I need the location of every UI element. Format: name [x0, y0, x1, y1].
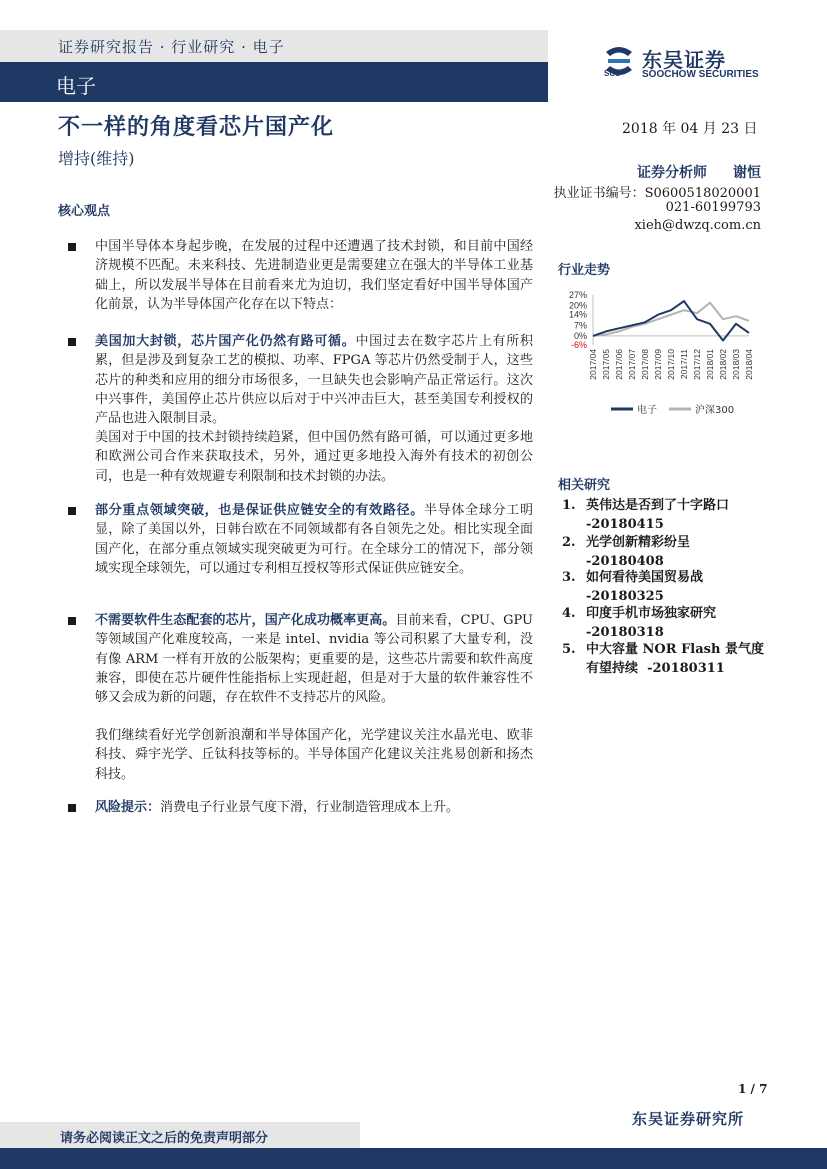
- x-tick-label: 2017/08: [640, 349, 650, 380]
- x-tick-label: 2017/07: [627, 349, 637, 380]
- series-line: [593, 303, 749, 336]
- analyst-email: xieh@dwzq.com.cn: [634, 218, 761, 233]
- risk-heading: 风险提示：: [95, 800, 161, 815]
- related-item[interactable]: [562, 605, 716, 642]
- bullet-icon: [68, 804, 76, 812]
- y-tick-label: 7%: [573, 320, 587, 331]
- related-heading: 相关研究: [558, 478, 611, 493]
- related-title: 印度手机市场独家研究: [586, 606, 717, 621]
- related-date: -20180311: [647, 660, 725, 676]
- breakthrough-body: 半导体全球分工明显，除了美国以外，日韩台欧在不同领域都有各自领先之处。相比实现全面国产化，在部分重点领域实现突破更为可行。在全球分工的情况下，部分领域实现全球领先，可以通过专利相互授权等形式保证供应链安全。: [95, 503, 533, 576]
- logo-text-en: SOOCHOW SECURITIES: [642, 69, 759, 80]
- legend-label: 电子: [637, 405, 657, 416]
- related-item[interactable]: [562, 569, 703, 606]
- software-body: 目前来看，CPU、GPU 等领域国产化难度较高，一来是 intel、nvidia 等公司积累了大量专利，没有像 ARM 一样有开放的公版架构；更重要的是，这些芯片需要和软件高度兼容，即使在芯片硬件性能指标上实现赶超，但是对于大量的软件兼容性不够又会成为新的问题，存在软件不支持芯片的风险。: [95, 613, 533, 706]
- related-num: 1.: [562, 498, 576, 513]
- footer-org: 东吴证券研究所: [632, 1110, 745, 1128]
- x-tick-label: 2017/09: [653, 349, 663, 380]
- related-date: -20180325: [586, 588, 664, 604]
- x-tick-label: 2017/06: [614, 349, 624, 380]
- x-tick-label: 2018/01: [705, 349, 715, 380]
- related-num: 3.: [562, 570, 576, 585]
- breakthrough-heading: 部分重点领域突破，也是保证供应链安全的有效路径。: [95, 503, 425, 518]
- x-tick-label: 2017/10: [666, 349, 676, 380]
- related-title: 英伟达是否到了十字路口: [586, 498, 730, 513]
- analyst-name: 谢恒: [733, 165, 761, 181]
- related-date: -20180408: [586, 553, 664, 569]
- bullet-icon: [68, 617, 76, 625]
- legend-label: 沪深300: [695, 405, 735, 416]
- related-num: 5.: [562, 642, 576, 657]
- disclaimer-bar: [0, 1122, 360, 1148]
- x-tick-label: 2017/11: [679, 349, 689, 380]
- logo-text-cn: 东吴证券: [642, 48, 726, 72]
- x-tick-label: 2018/02: [718, 349, 728, 380]
- trend-heading: 行业走势: [558, 263, 611, 278]
- paragraph-intro: 中国半导体本身起步晚，在发展的过程中还遭遇了技术封锁，和目前中国经济规模不匹配。未来科技、先进制造业更是需要建立在强大的半导体工业基础上，所以发展半导体在目前看来尤为迫切，我们坚定看好中国半导体国产化前景，认为半导体国产化存在以下特点：: [95, 239, 533, 312]
- analyst-line: [637, 162, 761, 182]
- report-date: 2018 年 04 月 23 日: [622, 121, 758, 137]
- related-item[interactable]: [562, 641, 764, 678]
- paragraph-breakthrough: [95, 501, 533, 578]
- related-title: 中大容量 NOR Flash 景气度: [586, 642, 764, 657]
- sector-label: 电子: [56, 74, 96, 98]
- blockade-heading: 美国加大封锁，芯片国产化仍然有路可循。: [95, 334, 356, 349]
- paragraph-blockade: [95, 332, 533, 428]
- x-tick-label: 2018/04: [744, 349, 754, 380]
- y-tick-label: 27%: [568, 290, 587, 300]
- breadcrumb: 证券研究报告 · 行业研究 · 电子: [58, 38, 285, 56]
- rating: 增持(维持): [58, 149, 135, 168]
- x-tick-label: 2017/12: [692, 349, 702, 380]
- cert-number: 执业证书编号：S0600518020001: [553, 186, 761, 201]
- paragraph-blockade-extra: 美国对于中国的技术封锁持续趋紧，但中国仍然有路可循，可以通过更多地和欧洲公司合作来获取技术，另外，通过更多地投入海外有技术的初创公司，也是一种有效规避专利限制和技术封锁的办法。: [95, 430, 533, 484]
- bullet-icon: [68, 507, 76, 515]
- related-date: -20180415: [586, 516, 664, 532]
- blockade-body: 中国过去在数字芯片上有所积累，但是涉及到复杂工艺的模拟、功率、FPGA 等芯片仍然受制于人，这些芯片的种类和应用的细分市场很多，一旦缺失也会影响产品正常运行。这次中兴事件，美国停止芯片供应以后对于中兴冲击巨大，甚至美国专利授权的产品也进入限制目录。: [95, 334, 533, 427]
- footer-bar: [0, 1148, 827, 1169]
- paragraph-recommendation: 我们继续看好光学创新浪潮和半导体国产化，光学建议关注水晶光电、欧菲科技、舜宇光学、丘钛科技等标的。半导体国产化建议关注兆易创新和扬杰科技。: [95, 728, 533, 782]
- paragraph-risk: [95, 798, 533, 817]
- related-title: 如何看待美国贸易战: [586, 570, 704, 585]
- header-bar: [0, 30, 548, 62]
- page-number: 1 / 7: [738, 1082, 768, 1096]
- analyst-role: 证券分析师: [637, 165, 707, 181]
- x-tick-label: 2018/03: [731, 349, 741, 380]
- related-num: 4.: [562, 606, 576, 621]
- logo-abbr: SCS: [604, 69, 621, 78]
- company-logo: [602, 44, 772, 82]
- y-tick-label: 14%: [568, 309, 587, 320]
- related-item[interactable]: [562, 534, 690, 571]
- x-tick-label: 2017/05: [601, 349, 611, 380]
- series-line: [593, 301, 749, 340]
- bullet-icon: [68, 243, 76, 251]
- core-heading: 核心观点: [58, 204, 111, 219]
- y-tick-label: 0%: [573, 330, 587, 341]
- sector-bar: [0, 62, 548, 102]
- report-title: 不一样的角度看芯片国产化: [58, 114, 335, 140]
- bullet-icon: [68, 338, 76, 346]
- related-num: 2.: [562, 535, 576, 550]
- y-tick-label: -6%: [570, 340, 587, 350]
- disclaimer-text: 请务必阅读正文之后的免责声明部分: [60, 1131, 269, 1146]
- related-item[interactable]: [562, 497, 729, 534]
- risk-body: 消费电子行业景气度下滑，行业制造管理成本上升。: [160, 800, 460, 815]
- software-heading: 不需要软件生态配套的芯片，国产化成功概率更高。: [95, 613, 396, 628]
- analyst-phone: 021-60199793: [665, 200, 761, 215]
- x-tick-label: 2017/04: [588, 349, 598, 380]
- related-date: -20180318: [586, 624, 664, 640]
- paragraph-software: [95, 611, 533, 707]
- y-tick-label: 20%: [568, 300, 587, 311]
- trend-chart: [553, 285, 775, 420]
- related-title-cont: 有望持续: [586, 660, 639, 676]
- related-title: 光学创新精彩纷呈: [586, 535, 691, 550]
